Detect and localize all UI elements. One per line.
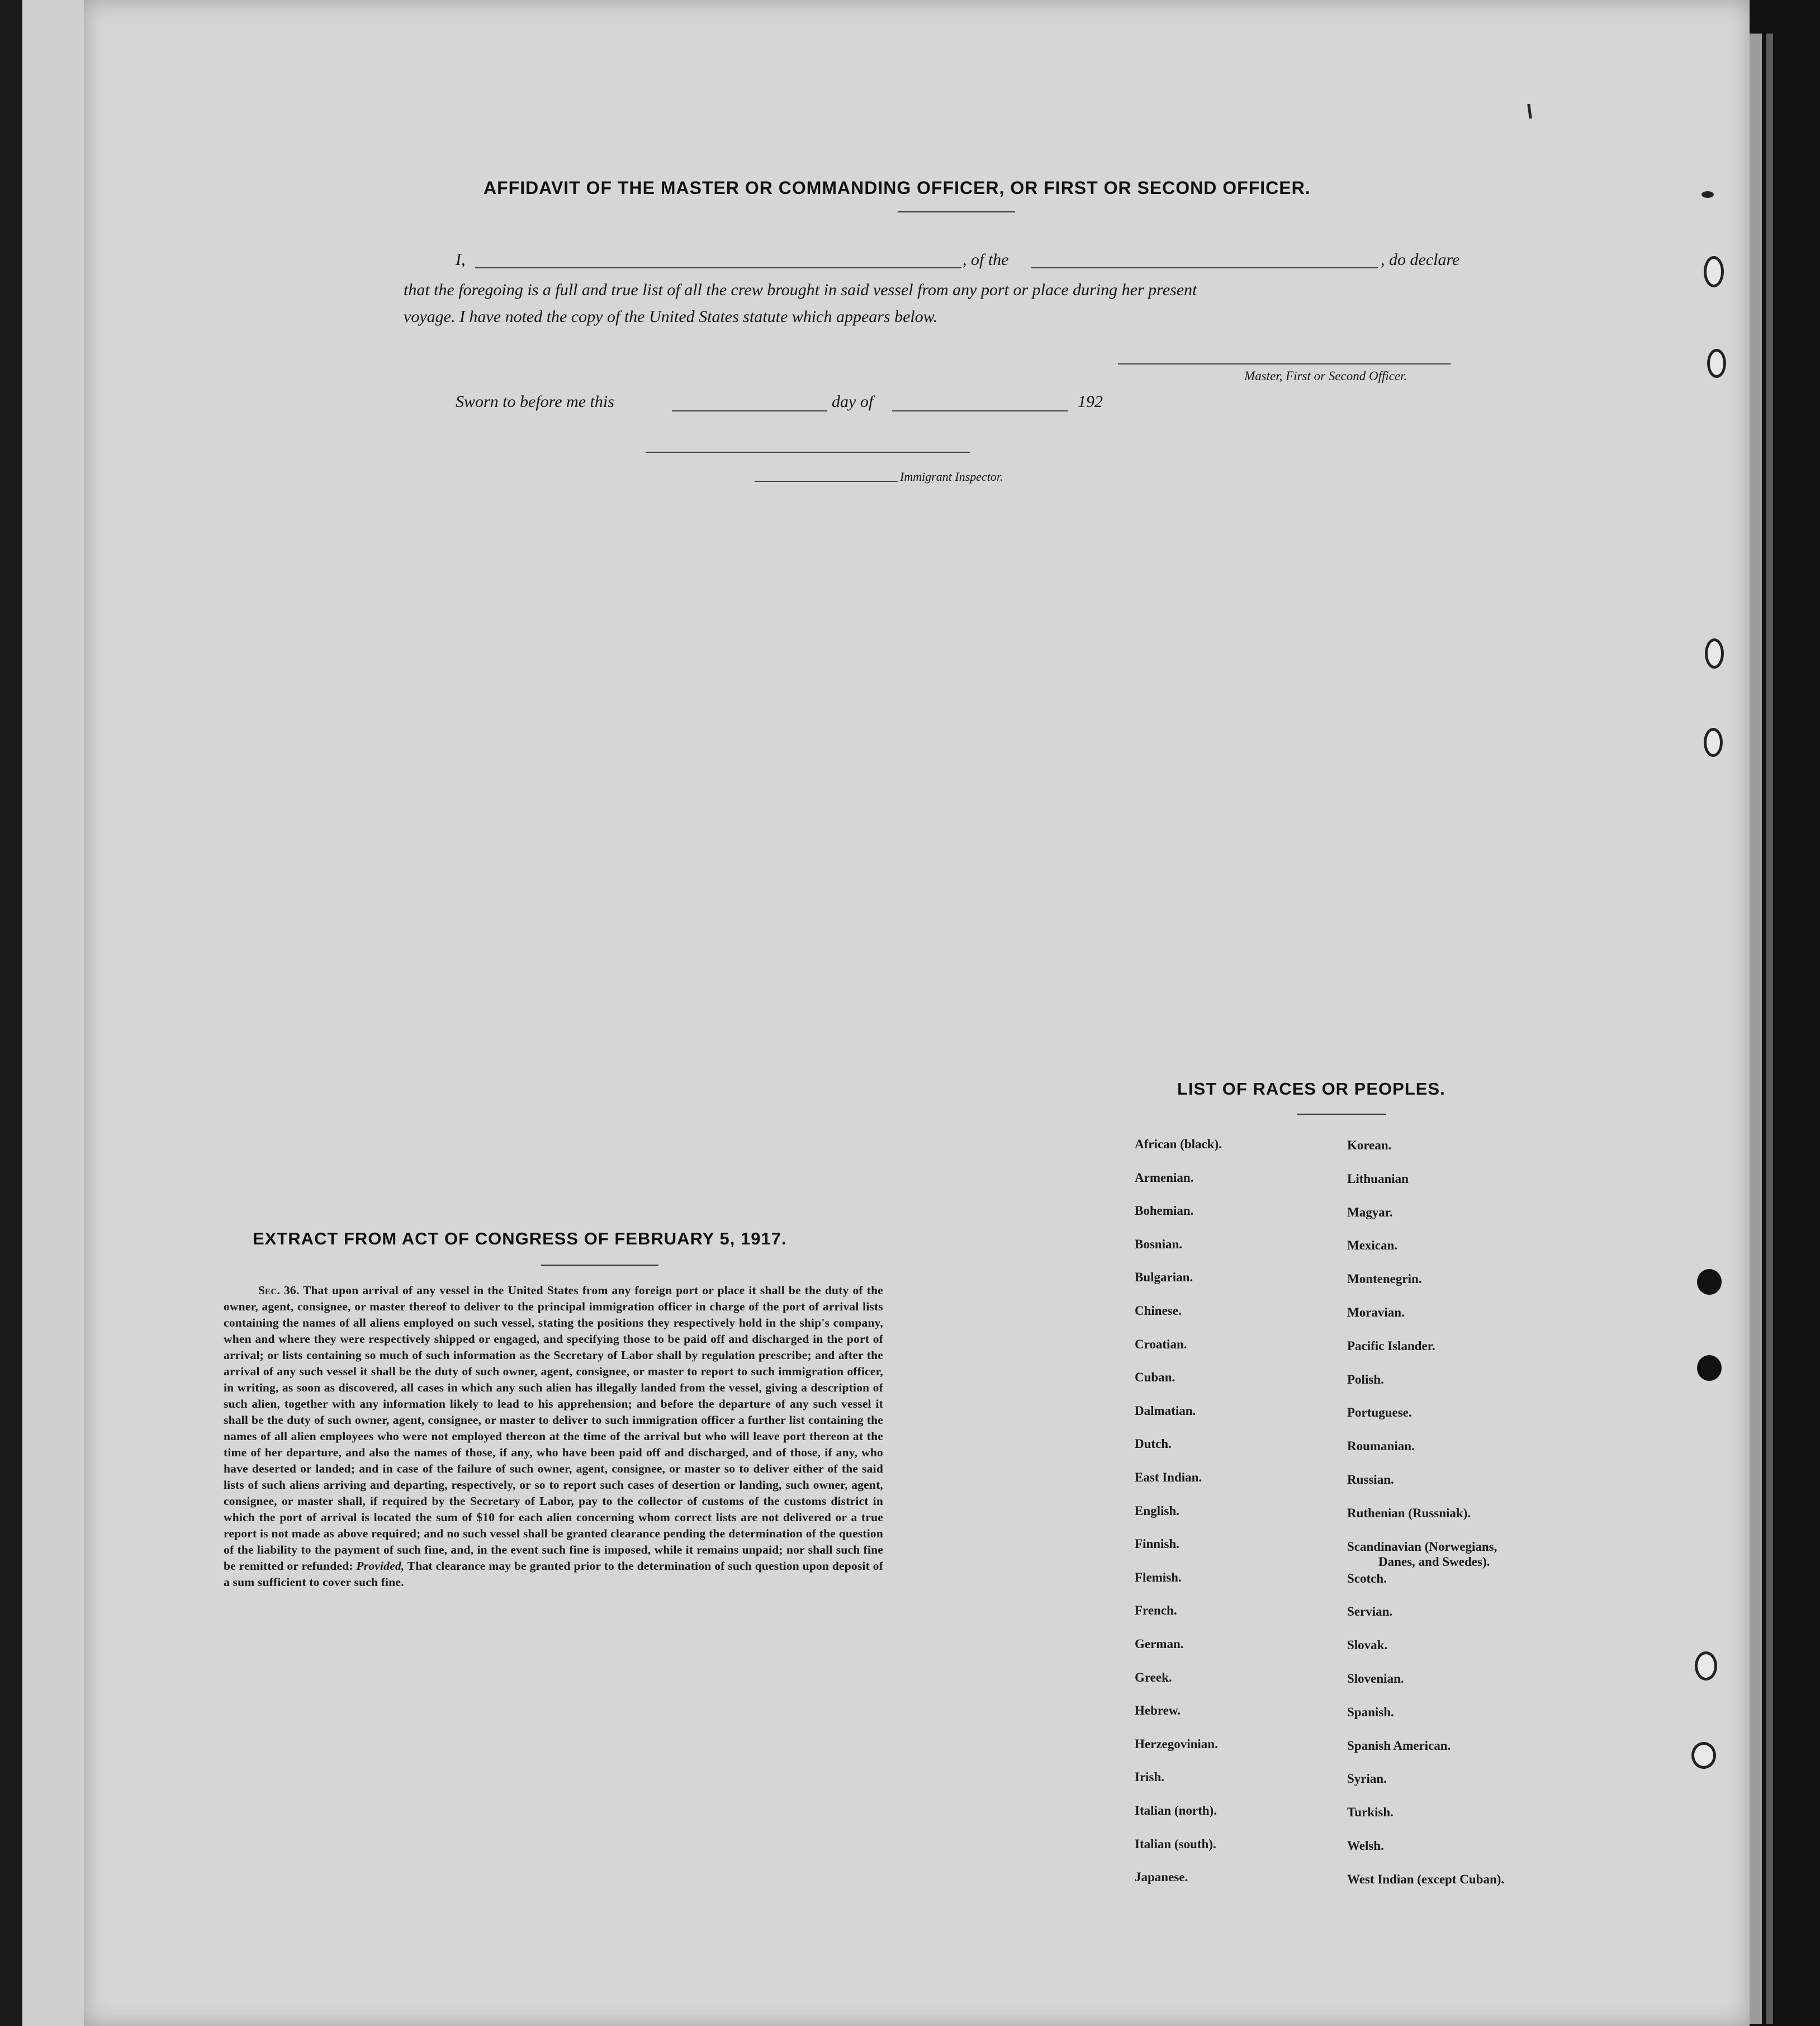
race-item: Ruthenian (Russniak).	[1347, 1506, 1471, 1520]
affidavit-line-2: that the foregoing is a full and true list of all the crew brought in said vessel from any port or place during her present	[404, 281, 1197, 299]
race-item: Mexican.	[1347, 1238, 1398, 1253]
race-item: Hebrew.	[1135, 1703, 1181, 1718]
affidavit-title-rule	[898, 211, 1015, 212]
race-item: Chinese.	[1135, 1304, 1182, 1318]
race-item: African (black).	[1135, 1137, 1222, 1151]
race-item: Spanish.	[1347, 1705, 1394, 1719]
race-item: Spanish American.	[1347, 1738, 1451, 1753]
binder-hole	[1697, 1269, 1722, 1295]
extract-title-rule	[541, 1265, 658, 1266]
race-item: Cuban.	[1135, 1370, 1176, 1385]
race-item: Roumanian.	[1347, 1439, 1415, 1454]
race-item: Italian (north).	[1135, 1803, 1217, 1817]
affidavit-of-the-label: , of the	[963, 250, 1009, 269]
sworn-month-line[interactable]	[892, 410, 1068, 411]
race-item: Russian.	[1347, 1473, 1394, 1487]
race-item: West Indian (except Cuban).	[1347, 1872, 1505, 1886]
vessel-name-line[interactable]	[1031, 267, 1378, 268]
inspector-caption-leader	[755, 481, 898, 482]
affidavit-i-label: I,	[456, 250, 466, 269]
race-item: Croatian.	[1135, 1337, 1187, 1351]
race-item: Pacific Islander.	[1347, 1338, 1435, 1353]
affidavit-title: AFFIDAVIT OF THE MASTER OR COMMANDING OFFICER, OR FIRST OR SECOND OFFICER.	[484, 178, 1311, 198]
race-item: Montenegrin.	[1347, 1272, 1422, 1286]
extract-title: EXTRACT FROM ACT OF CONGRESS OF FEBRUARY 5, 1917.	[253, 1229, 787, 1248]
master-signature-line[interactable]	[1118, 363, 1451, 365]
extract-body	[224, 1282, 883, 1590]
sworn-year-label: 192	[1078, 392, 1103, 411]
binder-hole	[1695, 1651, 1717, 1681]
races-title: LIST OF RACES OR PEOPLES.	[1177, 1079, 1445, 1099]
sworn-prefix: Sworn to before me this	[456, 392, 614, 411]
race-item: Dutch.	[1135, 1437, 1172, 1451]
race-item: Greek.	[1135, 1670, 1172, 1684]
affidavit-declare-label: , do declare	[1381, 250, 1460, 269]
race-item: Servian.	[1347, 1604, 1393, 1619]
ink-mark	[1701, 191, 1714, 198]
binder-hole	[1691, 1742, 1716, 1769]
race-item: Lithuanian	[1347, 1171, 1409, 1186]
race-item: German.	[1135, 1637, 1184, 1651]
race-item: Scotch.	[1347, 1571, 1387, 1585]
race-item: Italian (south).	[1135, 1836, 1216, 1851]
binder-hole	[1697, 1355, 1722, 1381]
document-page	[84, 0, 1750, 2026]
provided-word: Provided,	[356, 1559, 405, 1573]
race-item: Korean.	[1347, 1138, 1392, 1152]
race-item: Welsh.	[1347, 1839, 1384, 1853]
race-item: Moravian.	[1347, 1305, 1405, 1319]
race-item: Japanese.	[1135, 1870, 1188, 1885]
race-item: Armenian.	[1135, 1170, 1194, 1185]
section-label: Sec. 36.	[258, 1284, 300, 1297]
race-item: Irish.	[1135, 1770, 1165, 1784]
binder-hole	[1704, 256, 1724, 287]
extract-text-part1: That upon arrival of any vessel in the United States from any foreign port or place it shall be the duty of the owner, agent, consignee, or master thereof to deliver to the principal immigration officer in charge of the port of arrival lists containing the names of all aliens employed on such vessel, stating the positions they respectively hold in the ship's company, when and where they were respectively shipped or engaged, and specifying those to be paid off and discharged in the port of arrival; or lists containing so much of such information as the Secretary of Labor shall by regulation prescribe; and after the arrival of any such vessel it shall be the duty of such owner, agent, consignee, or master to report to such immigration officer, in writing, as soon as discovered, all cases in which any such alien has illegally landed from the vessel, giving a description of such alien, together with any information likely to lead to his apprehension; and before the departure of any such vessel it shall be the duty of such owner, agent, consignee, or master to deliver to such immigration officer a further list containing the names of all alien employees who were not employed thereon at the time of the arrival but who will leave port thereon at the time of her departure, and also the names of those, if any, who have been paid off and discharged, and of those, if any, who have deserted or landed; and in case of the failure of such owner, agent, consignee, or master so to deliver either of the said lists of such aliens arriving and departing, respectively, or so to report such cases of desertion or landing, such owner, agent, consignee, or master shall, if required by the Secretary of Labor, pay to the collector of customs of the customs district in which the port of arrival is located the sum of $10 for each alien concerning whom correct lists are not delivered or a true report is not made as above required; and no such vessel shall be granted clearance pending the determination of the question of the liability to the payment of such fine, and, in the event such fine is imposed, while it remains unpaid; nor shall such fine be remitted or refunded:	[224, 1284, 883, 1573]
race-item: Slovak.	[1347, 1638, 1388, 1653]
sworn-day-line[interactable]	[672, 410, 827, 411]
inspector-caption: Immigrant Inspector.	[900, 470, 1003, 484]
race-item: Syrian.	[1347, 1772, 1387, 1786]
race-item: Danes, and Swedes).	[1378, 1554, 1490, 1569]
binder-hole	[1705, 638, 1724, 669]
race-item: Portuguese.	[1347, 1405, 1412, 1420]
master-signature-caption: Master, First or Second Officer.	[1244, 369, 1407, 383]
extract-text-part2: That clearance may be granted prior to the determination of such question upon deposit of a sum sufficient to cover such fine.	[224, 1559, 884, 1589]
race-item: English.	[1135, 1503, 1179, 1518]
affidavit-line-3: voyage. I have noted the copy of the United States statute which appears below.	[404, 307, 938, 326]
race-item: Bulgarian.	[1135, 1270, 1193, 1285]
race-item: East Indian.	[1135, 1470, 1202, 1484]
binder-hole	[1707, 349, 1726, 378]
races-title-rule	[1297, 1114, 1386, 1115]
right-page-edge	[1750, 0, 1820, 2026]
race-item: Slovenian.	[1347, 1672, 1404, 1686]
race-item: Flemish.	[1135, 1570, 1182, 1584]
race-item: Turkish.	[1347, 1805, 1394, 1820]
master-name-line[interactable]	[475, 267, 961, 268]
binder-hole	[1704, 728, 1723, 757]
left-binding-strip	[0, 0, 88, 2026]
race-item: French.	[1135, 1603, 1177, 1618]
race-item: Bohemian.	[1135, 1204, 1194, 1218]
race-item: Dalmatian.	[1135, 1403, 1196, 1418]
race-item: Polish.	[1347, 1372, 1384, 1386]
race-item: Finnish.	[1135, 1537, 1179, 1551]
race-item: Herzegovinian.	[1135, 1736, 1218, 1751]
race-item: Scandinavian (Norwegians,	[1347, 1539, 1497, 1554]
race-item: Magyar.	[1347, 1205, 1393, 1219]
sworn-day-label: day of	[832, 392, 874, 411]
inspector-signature-line[interactable]	[646, 452, 970, 453]
race-item: Bosnian.	[1135, 1237, 1183, 1251]
